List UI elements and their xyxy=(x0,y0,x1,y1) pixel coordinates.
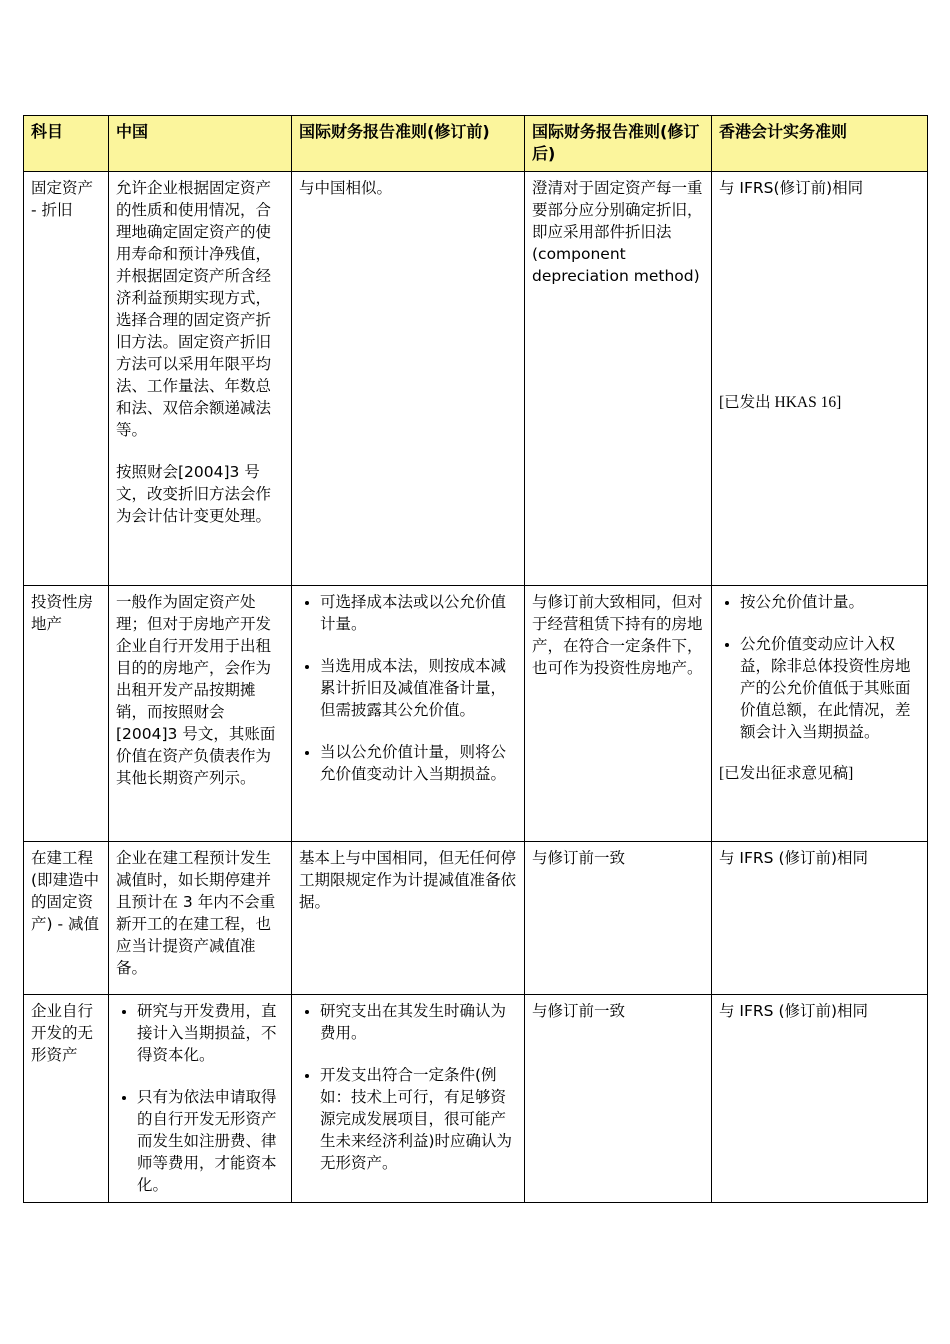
cell-hk xyxy=(712,586,928,842)
cell-note: [已发出 HKAS 16] xyxy=(719,394,842,411)
cell-subject: 在建工程(即建造中的固定资产) - 减值 xyxy=(24,842,109,995)
cell-ifrs-before xyxy=(292,586,525,842)
table-row xyxy=(24,842,928,995)
cell-china xyxy=(109,995,292,1203)
list-item: • 当以公允价值计量，则将公允价值变动计入当期损益。 xyxy=(320,741,517,785)
list-item: • 可选择成本法或以公允价值计量。 xyxy=(320,591,517,635)
cell-subject: 投资性房地产 xyxy=(24,586,109,842)
list-item: • 按公允价值计量。 xyxy=(740,591,920,613)
cell-china: 一般作为固定资产处理；但对于房地产开发企业自行开发用于出租目的的房地产，会作为出租开发产品按期摊销，而按照财会[2004]3 号文，其账面价值在资产负债表作为其他长期资产列示。 xyxy=(109,586,292,842)
cell-hk: 与 IFRS (修订前)相同 xyxy=(712,842,928,995)
table-row xyxy=(24,995,928,1203)
cell-china: 企业在建工程预计发生减值时，如长期停建并且预计在 3 年内不会重新开工的在建工程，也应当计提资产减值准备。 xyxy=(109,842,292,995)
list-item: • 开发支出符合一定条件(例如：技术上可行，有足够资源完成发展项目，很可能产生未来经济利益)时应确认为无形资产。 xyxy=(320,1064,517,1174)
cell-text: 按照财会[2004]3 号文，改变折旧方法会作为会计估计变更处理。 xyxy=(116,463,272,525)
list-item: • 研究与开发费用，直接计入当期损益，不得资本化。 xyxy=(137,1000,284,1066)
cell-hk: 与 IFRS (修订前)相同 xyxy=(712,995,928,1203)
cell-ifrs-before: 与中国相似。 xyxy=(292,172,525,586)
bullet-list xyxy=(299,591,517,785)
header-row xyxy=(24,116,928,172)
header-hk: 香港会计实务准则 xyxy=(712,116,928,172)
cell-subject: 企业自行开发的无形资产 xyxy=(24,995,109,1203)
bullet-list xyxy=(299,1000,517,1174)
comparison-table xyxy=(23,115,928,1203)
cell-ifrs-after: 澄清对于固定资产每一重要部分应分别确定折旧，即应采用部件折旧法 (component depreciation method) xyxy=(525,172,712,586)
header-subject: 科目 xyxy=(24,116,109,172)
cell-ifrs-after: 与修订前大致相同，但对于经营租赁下持有的房地产，在符合一定条件下，也可作为投资性房地产。 xyxy=(525,586,712,842)
cell-ifrs-after: 与修订前一致 xyxy=(525,995,712,1203)
cell-china xyxy=(109,172,292,586)
cell-ifrs-after: 与修订前一致 xyxy=(525,842,712,995)
header-china: 中国 xyxy=(109,116,292,172)
list-item: • 公允价值变动应计入权益，除非总体投资性房地产的公允价值低于其账面价值总额，在此情况，差额会计入当期损益。 xyxy=(740,633,920,743)
list-item: • 当选用成本法，则按成本减累计折旧及减值准备计量，但需披露其公允价值。 xyxy=(320,655,517,721)
bullet-list xyxy=(116,1000,284,1196)
table-row xyxy=(24,586,928,842)
cell-subject: 固定资产 - 折旧 xyxy=(24,172,109,586)
bullet-list xyxy=(719,591,920,743)
cell-text: 与 IFRS(修订前)相同 xyxy=(719,179,864,197)
list-item: • 研究支出在其发生时确认为费用。 xyxy=(320,1000,517,1044)
table-row xyxy=(24,172,928,586)
cell-ifrs-before: 基本上与中国相同，但无任何停工期限规定作为计提减值准备依据。 xyxy=(292,842,525,995)
cell-hk xyxy=(712,172,928,586)
header-ifrs-after: 国际财务报告准则(修订后) xyxy=(525,116,712,172)
cell-text: 允许企业根据固定资产的性质和使用情况，合理地确定固定资产的使用寿命和预计净残值，并根据固定资产所含经济利益预期实现方式，选择合理的固定资产折旧方法。固定资产折旧方法可以采用年限平均法、工作量法、年数总和法、双倍余额递减法等。 xyxy=(116,179,272,439)
list-item: • 只有为依法申请取得的自行开发无形资产而发生如注册费、律师等费用，才能资本化。 xyxy=(137,1086,284,1196)
cell-note: [已发出征求意见稿] xyxy=(719,765,854,782)
header-ifrs-before: 国际财务报告准则(修订前) xyxy=(292,116,525,172)
cell-ifrs-before xyxy=(292,995,525,1203)
